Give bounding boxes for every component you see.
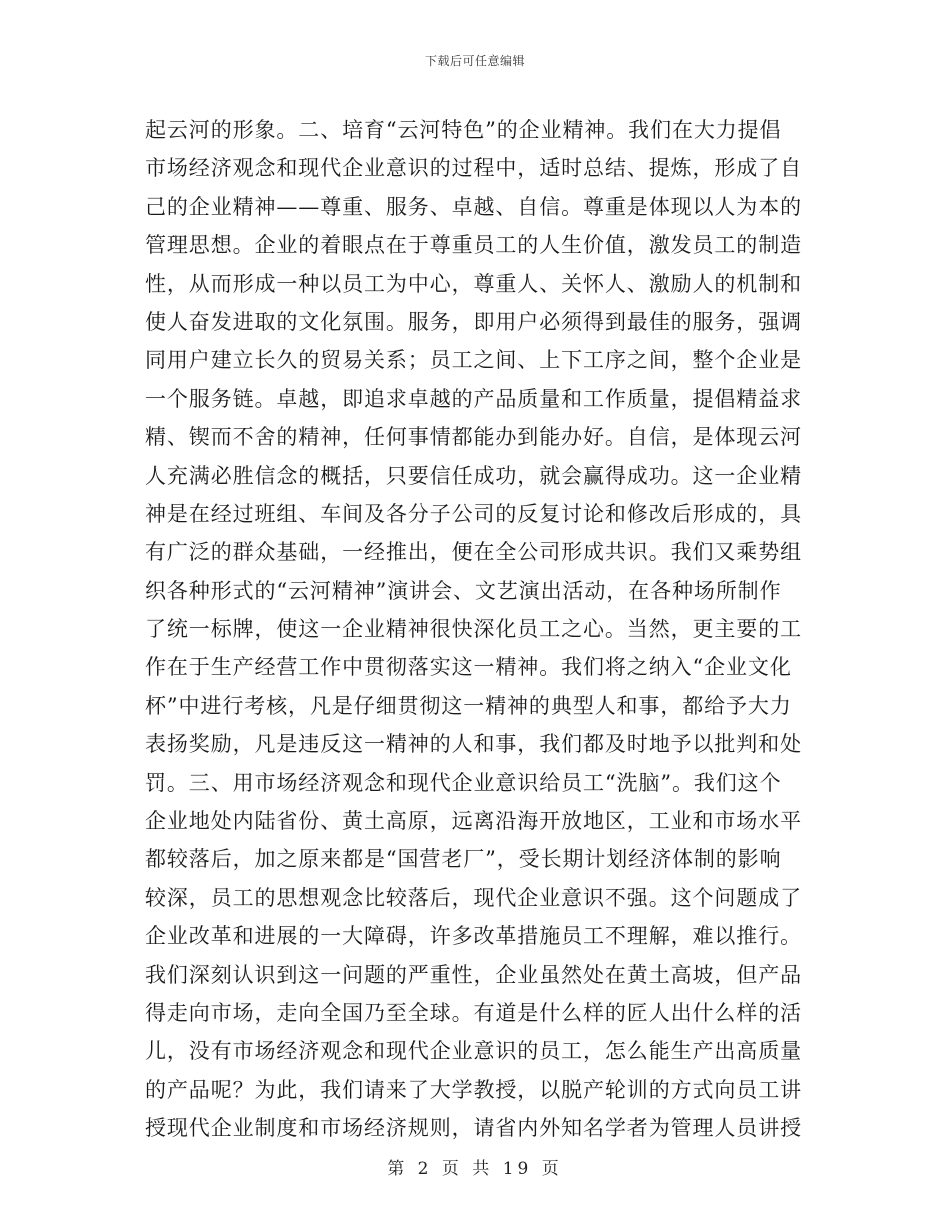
- text-line: 管理思想。企业的着眼点在于尊重员工的人生价值，激发员工的制造: [145, 233, 802, 258]
- text-line: 都较落后，加之原来都是“国营老厂”，受长期计划经济体制的影响: [145, 847, 782, 872]
- page-header: 下载后可任意编辑: [424, 54, 525, 68]
- text-line: 较深，员工的思想观念比较落后，现代企业意识不强。这个问题成了: [145, 885, 802, 910]
- text-line: 杯”中进行考核，凡是仔细贯彻这一精神的典型人和事，都给予大力: [145, 693, 792, 718]
- text-line: 一个服务链。卓越，即追求卓越的产品质量和工作质量，提倡精益求: [145, 386, 802, 411]
- text-line: 起云河的形象。二、培育“云河特色”的企业精神。我们在大力提倡: [145, 118, 782, 142]
- text-line: 性，从而形成一种以员工为中心，尊重人、关怀人、激励人的机制和: [145, 271, 802, 296]
- text-line: 授现代企业制度和市场经济规则，请省内外知名学者为管理人员讲授: [145, 1116, 802, 1141]
- text-line: 的产品呢？为此，我们请来了大学教授，以脱产轮训的方式向员工讲: [145, 1077, 802, 1102]
- text-line: 市场经济观念和现代企业意识的过程中，适时总结、提炼，形成了自: [145, 156, 802, 181]
- text-line: 使人奋发进取的文化氛围。服务，即用户必须得到最佳的服务，强调: [145, 309, 802, 334]
- text-line: 儿，没有市场经济观念和现代企业意识的员工，怎么能生产出高质量: [145, 1039, 802, 1064]
- text-line: 神是在经过班组、车间及各分子公司的反复讨论和修改后形成的，具: [145, 501, 802, 526]
- text-line: 同用户建立长久的贸易关系；员工之间、上下工序之间，整个企业是: [145, 348, 802, 373]
- text-line: 罚。三、用市场经济观念和现代企业意识给员工“洗脑”。我们这个: [145, 770, 782, 795]
- body-text: [145, 111, 805, 1148]
- text-line: 得走向市场，走向全国乃至全球。有道是什么样的匠人出什么样的活: [145, 1000, 802, 1025]
- text-line: 我们深刻认识到这一问题的严重性，企业虽然处在黄土高坡，但产品: [145, 962, 802, 987]
- text-line: 人充满必胜信念的概括，只要信任成功，就会赢得成功。这一企业精: [145, 463, 802, 488]
- text-line: 企业地处内陆省份、黄土高原，远离沿海开放地区，工业和市场水平: [145, 809, 802, 834]
- text-line: 精、锲而不舍的精神，任何事情都能办到能办好。自信，是体现云河: [145, 425, 802, 450]
- page-number-footer: 第 2 页 共 19 页: [387, 1159, 563, 1179]
- text-line: 织各种形式的“云河精神”演讲会、文艺演出活动，在各种场所制作: [145, 578, 782, 603]
- text-line: 表扬奖励，凡是违反这一精神的人和事，我们都及时地予以批判和处: [145, 732, 802, 757]
- text-line: 了统一标牌，使这一企业精神很快深化员工之心。当然，更主要的工: [145, 617, 802, 642]
- text-line: 企业改革和进展的一大障碍，许多改革措施员工不理解，难以推行。: [145, 924, 802, 949]
- text-line: 作在于生产经营工作中贯彻落实这一精神。我们将之纳入“企业文化: [145, 655, 792, 680]
- text-line: 有广泛的群众基础，一经推出，便在全公司形成共识。我们又乘势组: [145, 540, 802, 565]
- text-line: 己的企业精神——尊重、服务、卓越、自信。尊重是体现以人为本的: [145, 194, 802, 219]
